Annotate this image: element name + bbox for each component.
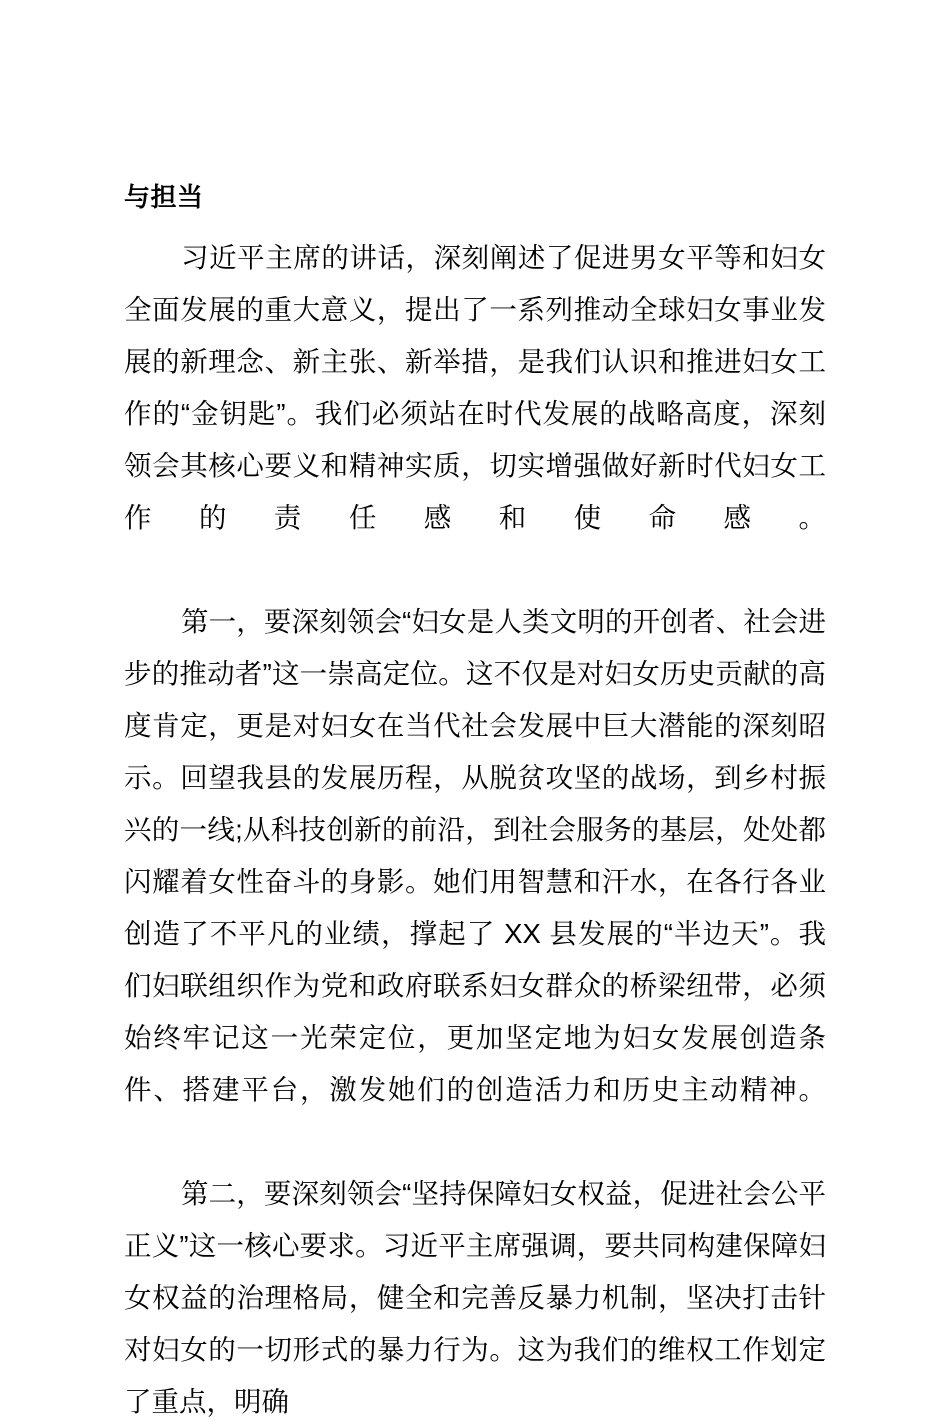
page-body [124,180,826,1428]
paragraph-3: 第二，要深刻领会“坚持保障妇女权益，促进社会公平正义”这一核心要求。习近平主席强调，要共同构建保障妇女权益的治理格局，健全和完善反暴力机制，坚决打击针对妇女的一切形式的暴力行为。这为我们的维权工作划定了重点，明确 [124,1178,826,1417]
paragraph-1: 习近平主席的讲话，深刻阐述了促进男女平等和妇女全面发展的重大意义，提出了一系列推动全球妇女事业发展的新理念、新主张、新举措，是我们认识和推进妇女工作的“金钥匙”。我们必须站在时代发展的战略高度，深刻领会其核心要义和精神实质，切实增强做好新时代妇女工作的责任感和使命感。 [124,242,826,533]
section-heading: 与担当 [124,182,204,212]
paragraph-2: 第一，要深刻领会“妇女是人类文明的开创者、社会进步的推动者”这一崇高定位。这不仅是对妇女历史贡献的高度肯定，更是对妇女在当代社会发展中巨大潜能的深刻昭示。回望我县的发展历程，从脱贫攻坚的战场，到乡村振兴的一线;从科技创新的前沿，到社会服务的基层，处处都闪耀着女性奋斗的身影。她们用智慧和汗水，在各行各业创造了不平凡的业绩，撑起了 XX 县发展的“半边天”。我们妇联组织作为党和政府联系妇女群众的桥梁纽带，必须始终牢记这一光荣定位，更加坚定地为妇女发展创造条件、搭建平台，激发她们的创造活力和历史主动精神。 [124,606,826,1105]
